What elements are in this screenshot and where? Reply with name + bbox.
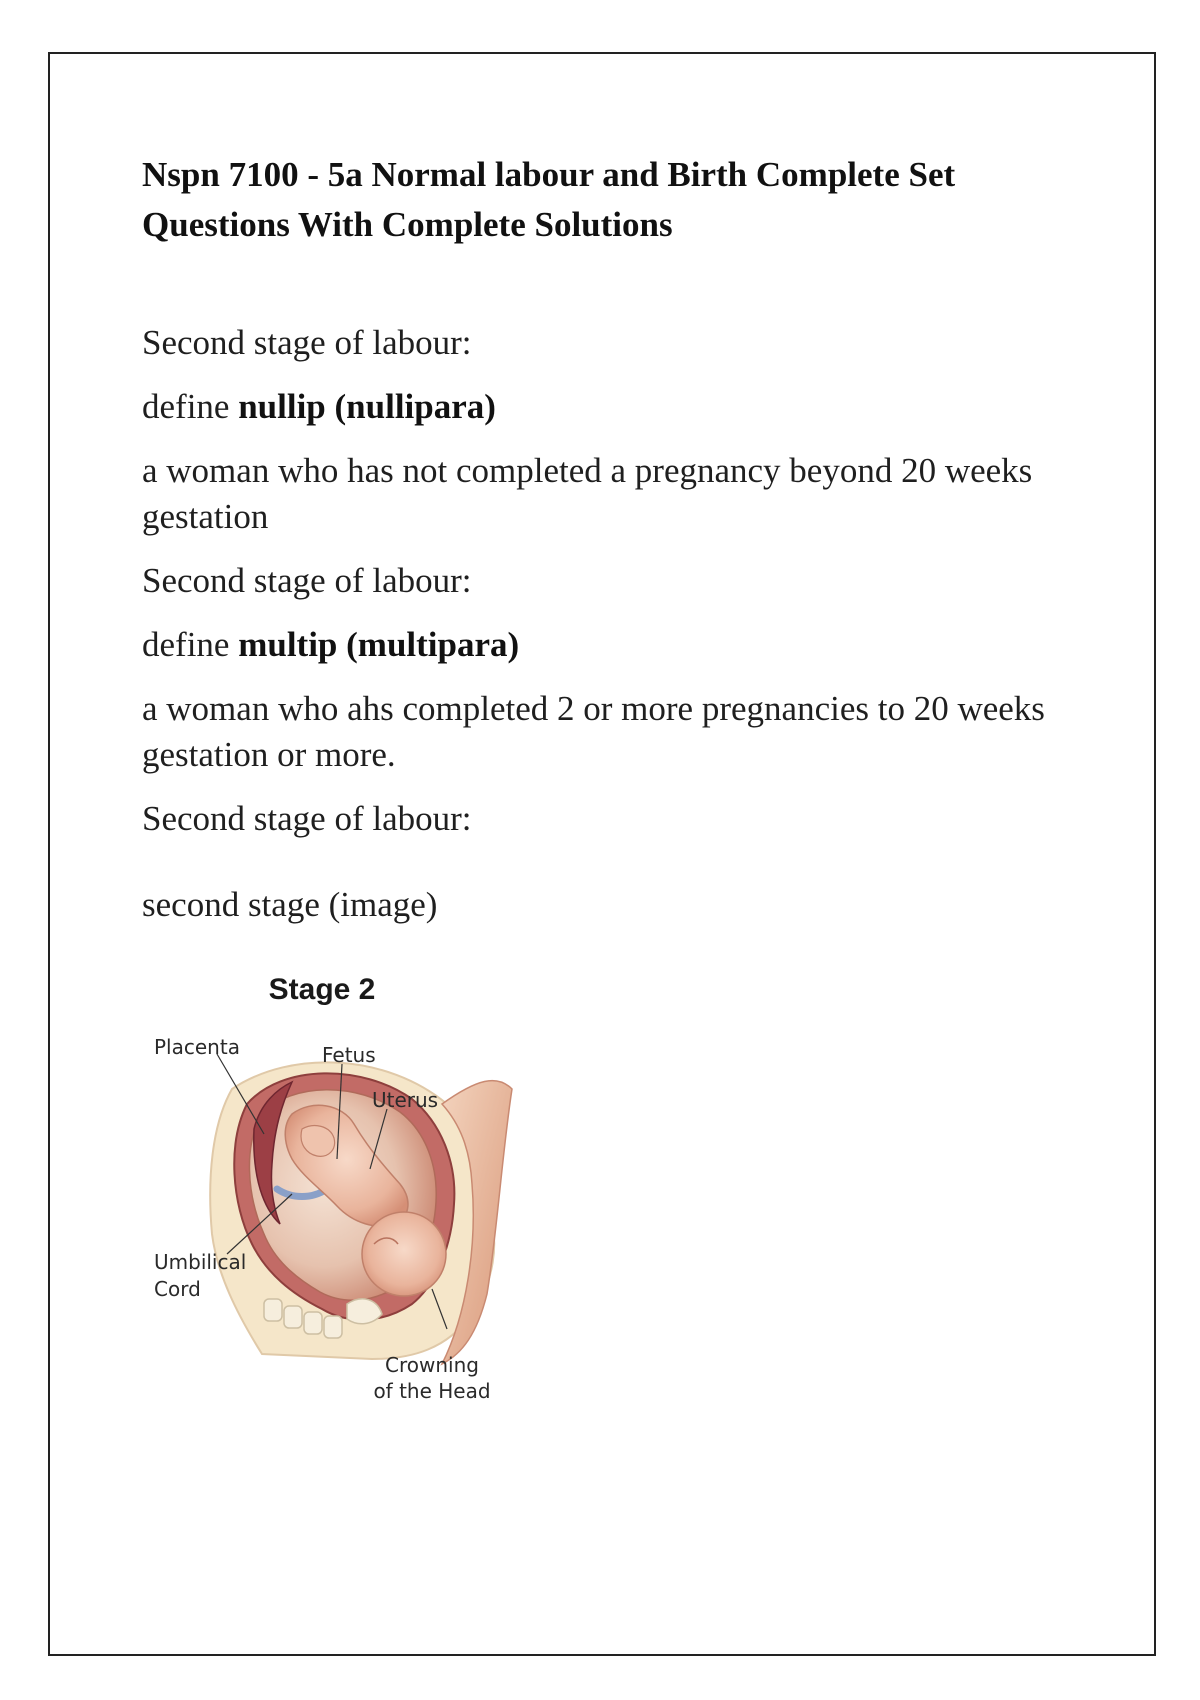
item-1-answer: a woman who has not completed a pregnancy beyond 20 weeks gestation — [142, 451, 1033, 536]
item-3-question: second stage (image) — [142, 885, 438, 924]
document-title — [142, 150, 1082, 250]
item-3-prompt: Second stage of labour: — [142, 799, 472, 838]
stage-2-illustration — [142, 954, 542, 1424]
question-list — [142, 320, 1082, 928]
item-2-prompt: Second stage of labour: — [142, 561, 472, 600]
item-1-question-term: nullip (nullipara) — [238, 387, 496, 426]
item-1-question-prefix: define — [142, 387, 239, 426]
label-fetus: Fetus — [322, 1043, 376, 1067]
document-content — [142, 150, 1082, 1424]
item-1-question — [142, 384, 1082, 430]
label-umbilical-line-2: Cord — [154, 1277, 201, 1301]
item-2-question-prefix: define — [142, 625, 239, 664]
item-2-question-term: multip (multipara) — [238, 625, 520, 664]
label-crowning-line-2: of the Head — [373, 1379, 491, 1403]
item-2-question — [142, 622, 1082, 668]
item-2-answer: a woman who ahs completed 2 or more pregnancies to 20 weeks gestation or more. — [142, 689, 1045, 774]
label-placenta: Placenta — [154, 1035, 240, 1059]
figure-title: Stage 2 — [268, 973, 376, 1006]
label-uterus: Uterus — [372, 1088, 439, 1112]
title-line-1: Nspn 7100 - 5a Normal labour and Birth Complete Set — [142, 155, 956, 194]
title-line-2: Questions With Complete Solutions — [142, 205, 673, 244]
fetus-head-shape — [362, 1212, 446, 1296]
stage-2-diagram — [142, 954, 542, 1424]
item-1-prompt: Second stage of labour: — [142, 323, 472, 362]
label-crowning-line-1: Crowning — [385, 1353, 479, 1377]
label-umbilical-line-1: Umbilical — [154, 1250, 247, 1274]
